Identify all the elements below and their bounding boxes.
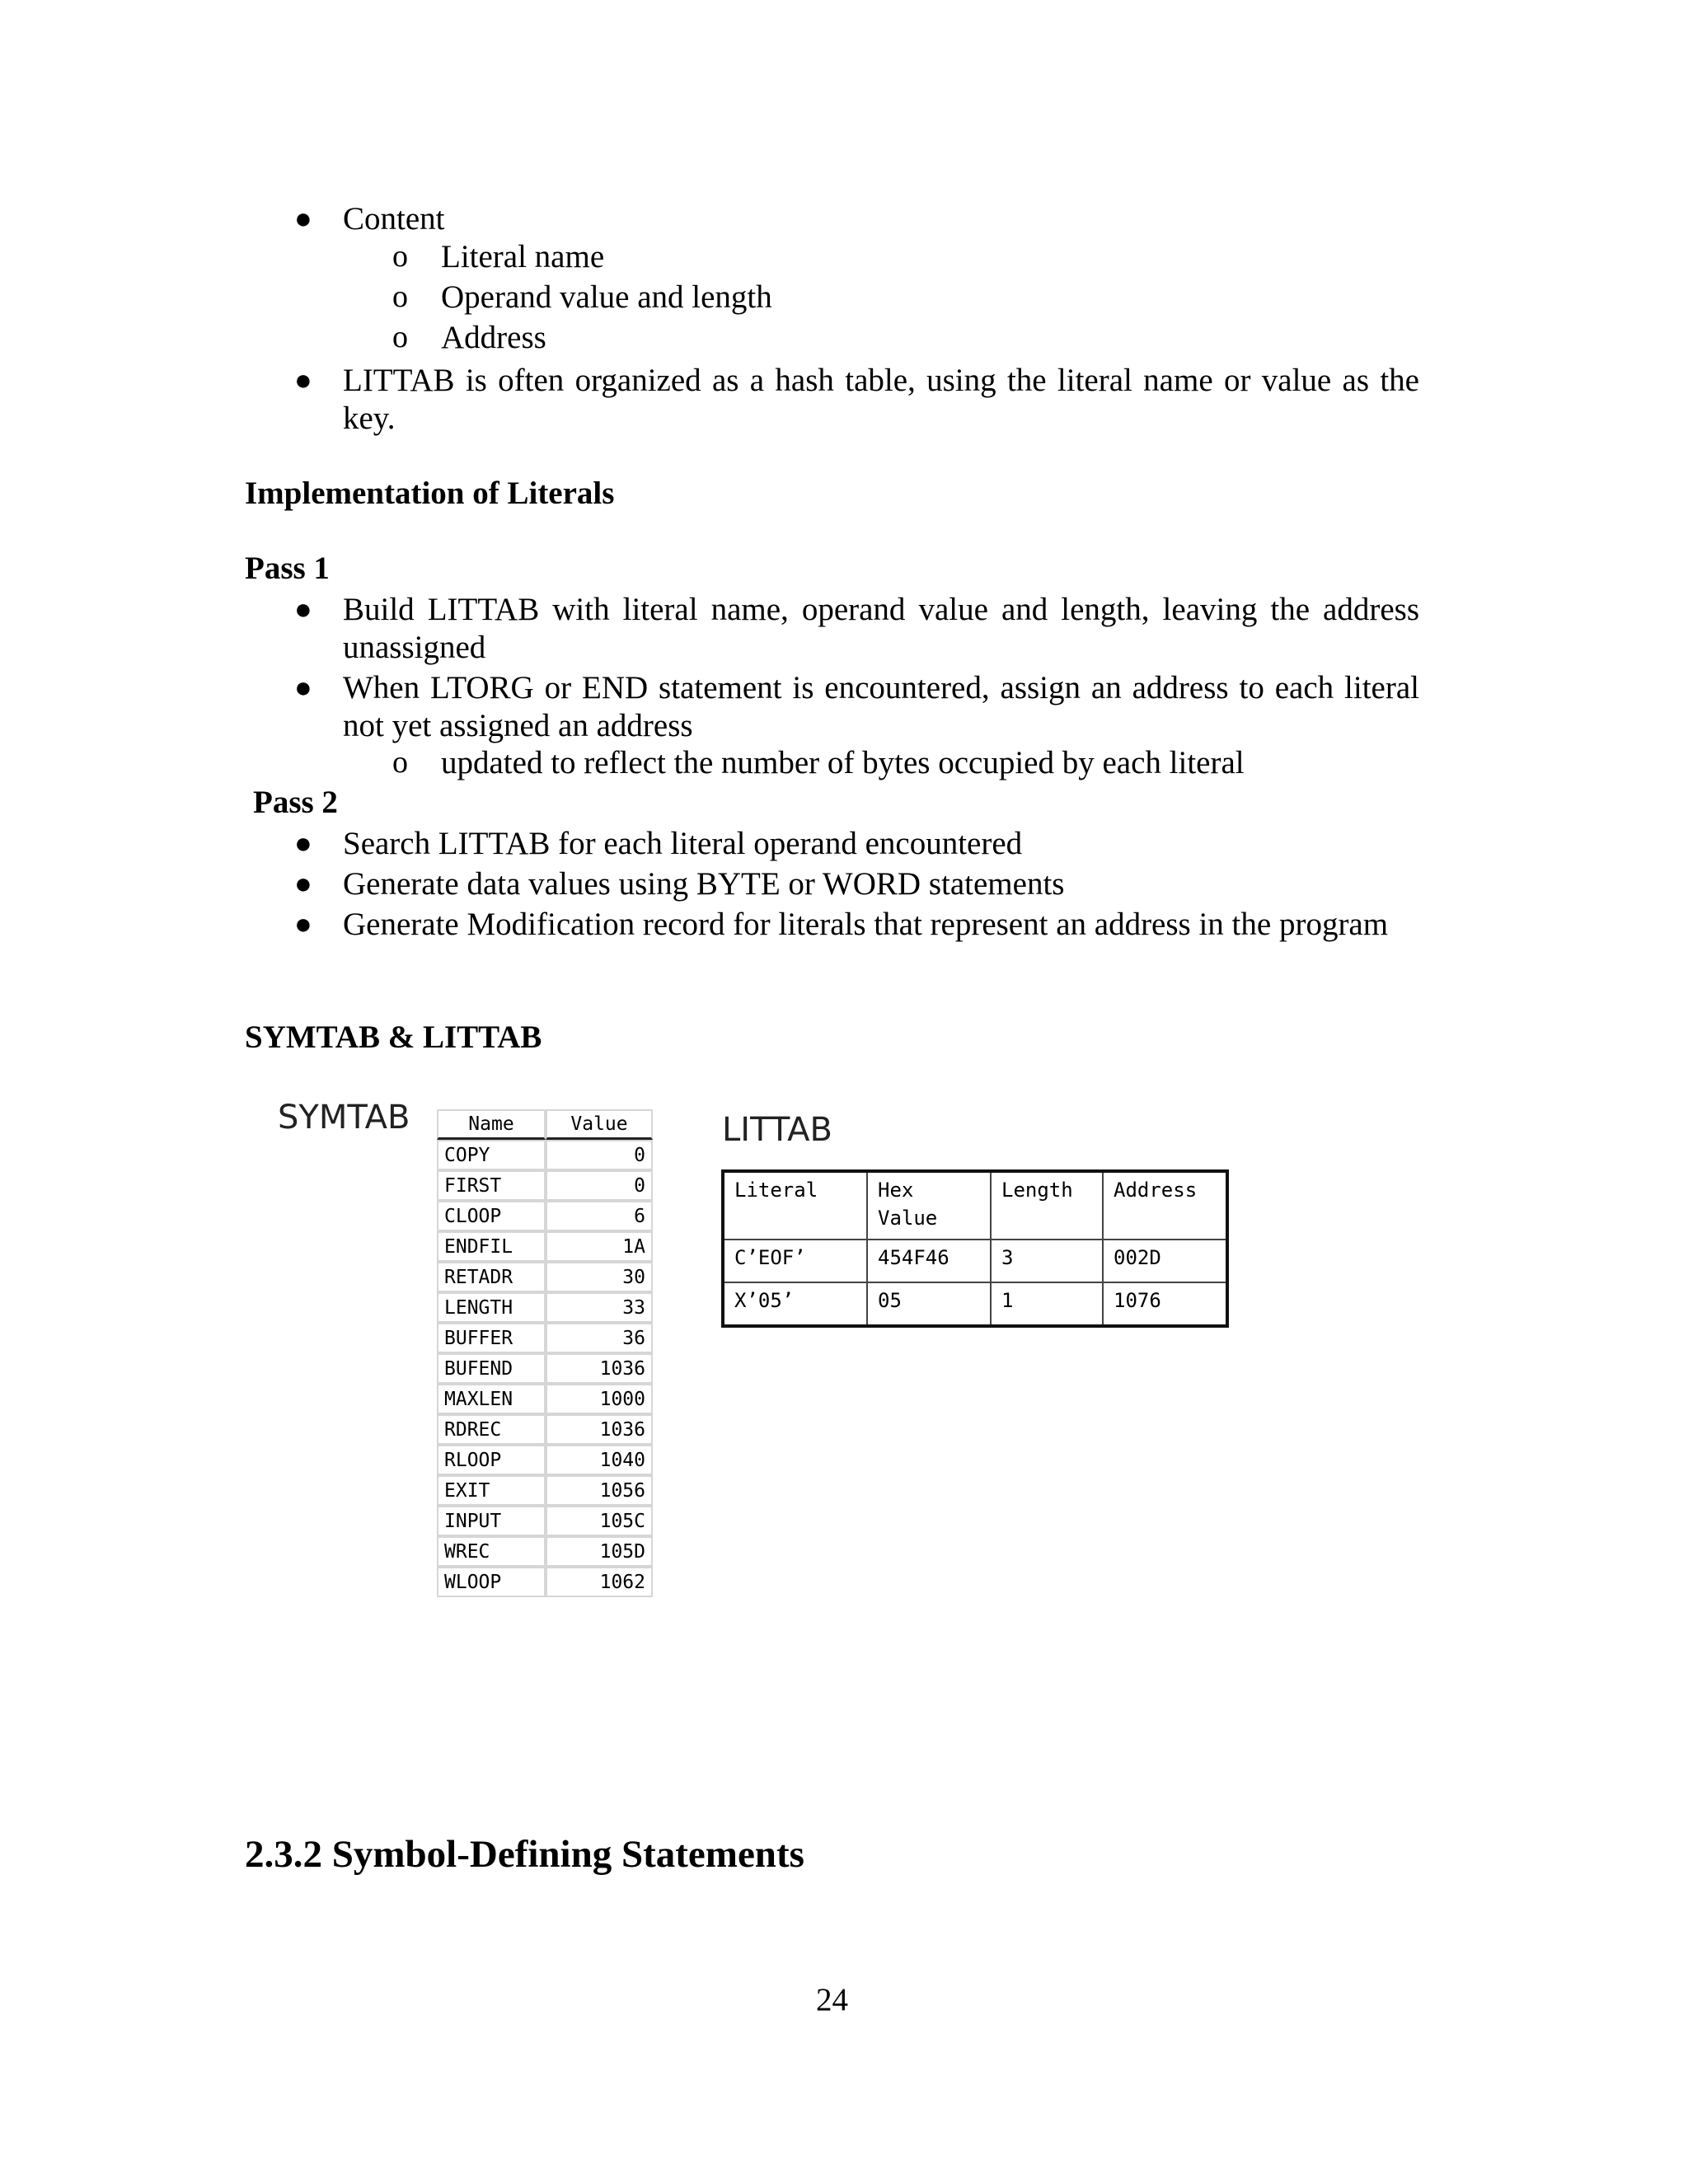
symtab-row	[437, 1384, 653, 1414]
symtab-cell-value: 1A	[546, 1231, 653, 1262]
bullet-icon: ●	[294, 867, 312, 900]
littab-row	[723, 1240, 1227, 1282]
content-item-address: Address	[441, 320, 546, 355]
pass2-title: Pass 2	[253, 785, 338, 820]
symtab-col-value: Value	[546, 1109, 653, 1140]
littab-cell-literal: X’05’	[723, 1282, 867, 1326]
symtab-cell-value: 1062	[546, 1567, 653, 1597]
pass1-bullet2-line2: not yet assigned an address	[343, 708, 693, 743]
littab-cell-hex-value: 05	[867, 1282, 991, 1326]
symtab-row	[437, 1262, 653, 1292]
littab-header-row	[723, 1171, 1227, 1240]
bullet-icon: ●	[294, 593, 312, 626]
content-item-operand: Operand value and length	[441, 279, 772, 315]
symtab-cell-value: 105D	[546, 1536, 653, 1567]
littab-col-hex-value: Hex Value	[867, 1171, 991, 1240]
symtab-cell-name: WREC	[437, 1536, 546, 1567]
littab-note-line2: key.	[343, 401, 396, 436]
symtab-row	[437, 1292, 653, 1323]
symtab-row	[437, 1170, 653, 1201]
littab-cell-hex-value: 454F46	[867, 1240, 991, 1282]
symtab-cell-name: COPY	[437, 1140, 546, 1170]
symtab-row	[437, 1475, 653, 1506]
pass2-item-modification: Generate Modification record for literals that represent an address in the program	[343, 907, 1389, 942]
symtab-row	[437, 1445, 653, 1475]
pass1-bullet1-line1: Build LITTAB with literal name, operand value and length, leaving the address	[343, 592, 1419, 627]
symtab-cell-name: BUFFER	[437, 1323, 546, 1353]
circle-bullet-icon: o	[392, 239, 408, 274]
content-item-literal-name: Literal name	[441, 239, 605, 274]
symtab-cell-value: 30	[546, 1262, 653, 1292]
symtab-cell-name: FIRST	[437, 1170, 546, 1201]
circle-bullet-icon: o	[392, 320, 408, 354]
symtab-cell-value: 1036	[546, 1353, 653, 1384]
symtab-cell-name: WLOOP	[437, 1567, 546, 1597]
symtab-row	[437, 1353, 653, 1384]
symtab-figure-title: SYMTAB	[278, 1099, 410, 1137]
littab-figure-title: LITTAB	[722, 1111, 832, 1149]
symtab-row	[437, 1323, 653, 1353]
symtab-cell-value: 0	[546, 1170, 653, 1201]
symtab-row	[437, 1140, 653, 1170]
symtab-cell-name: RLOOP	[437, 1445, 546, 1475]
bullet-icon: ●	[294, 202, 312, 235]
symtab-row	[437, 1201, 653, 1231]
symtab-col-name: Name	[437, 1109, 546, 1140]
symtab-cell-name: RETADR	[437, 1262, 546, 1292]
symtab-cell-name: LENGTH	[437, 1292, 546, 1323]
symtab-cell-value: 36	[546, 1323, 653, 1353]
symtab-cell-name: RDREC	[437, 1414, 546, 1445]
symtab-cell-value: 1036	[546, 1414, 653, 1445]
symtab-row	[437, 1231, 653, 1262]
littab-note-line1: LITTAB is often organized as a hash table, using the literal name or value as the	[343, 363, 1419, 398]
symtab-cell-name: EXIT	[437, 1475, 546, 1506]
symtab-row	[437, 1506, 653, 1536]
pass1-title: Pass 1	[245, 551, 330, 586]
pass2-item-generate-data: Generate data values using BYTE or WORD statements	[343, 866, 1065, 902]
circle-bullet-icon: o	[392, 279, 408, 314]
symtab-header-row	[437, 1109, 653, 1140]
tables-heading: SYMTAB & LITTAB	[245, 1019, 542, 1055]
bullet-icon: ●	[294, 363, 312, 396]
littab-cell-length: 1	[991, 1282, 1103, 1326]
bullet-icon: ●	[294, 907, 312, 940]
symtab-row	[437, 1567, 653, 1597]
littab-row	[723, 1282, 1227, 1326]
littab-cell-address: 002D	[1103, 1240, 1227, 1282]
implementation-heading: Implementation of Literals	[245, 476, 615, 511]
littab-cell-length: 3	[991, 1240, 1103, 1282]
symtab-cell-value: 33	[546, 1292, 653, 1323]
littab-cell-literal: C’EOF’	[723, 1240, 867, 1282]
bullet-icon: ●	[294, 671, 312, 704]
symtab-cell-value: 105C	[546, 1506, 653, 1536]
littab-col-address: Address	[1103, 1171, 1227, 1240]
symtab-cell-value: 6	[546, 1201, 653, 1231]
pass1-bullet1-line2: unassigned	[343, 630, 486, 665]
circle-bullet-icon: o	[392, 745, 408, 780]
symtab-cell-name: BUFEND	[437, 1353, 546, 1384]
pass1-bullet2-line1: When LTORG or END statement is encountered, assign an address to each literal	[343, 670, 1419, 705]
littab-table	[721, 1169, 1229, 1328]
symtab-cell-value: 1000	[546, 1384, 653, 1414]
symtab-cell-value: 0	[546, 1140, 653, 1170]
pass1-subitem: updated to reflect the number of bytes occupied by each literal	[441, 745, 1245, 780]
littab-col-length: Length	[991, 1171, 1103, 1240]
page-number: 24	[816, 1982, 848, 2018]
pass2-item-search: Search LITTAB for each literal operand encountered	[343, 826, 1023, 861]
symtab-row	[437, 1414, 653, 1445]
content-list-title: Content	[343, 201, 445, 237]
symtab-table	[437, 1109, 653, 1597]
symtab-cell-name: MAXLEN	[437, 1384, 546, 1414]
symtab-cell-name: ENDFIL	[437, 1231, 546, 1262]
littab-cell-address: 1076	[1103, 1282, 1227, 1326]
symtab-cell-name: INPUT	[437, 1506, 546, 1536]
symtab-cell-name: CLOOP	[437, 1201, 546, 1231]
symtab-row	[437, 1536, 653, 1567]
littab-col-literal: Literal	[723, 1171, 867, 1240]
symtab-cell-value: 1040	[546, 1445, 653, 1475]
bullet-icon: ●	[294, 827, 312, 860]
section-heading: 2.3.2 Symbol-Defining Statements	[245, 1833, 804, 1876]
symtab-cell-value: 1056	[546, 1475, 653, 1506]
